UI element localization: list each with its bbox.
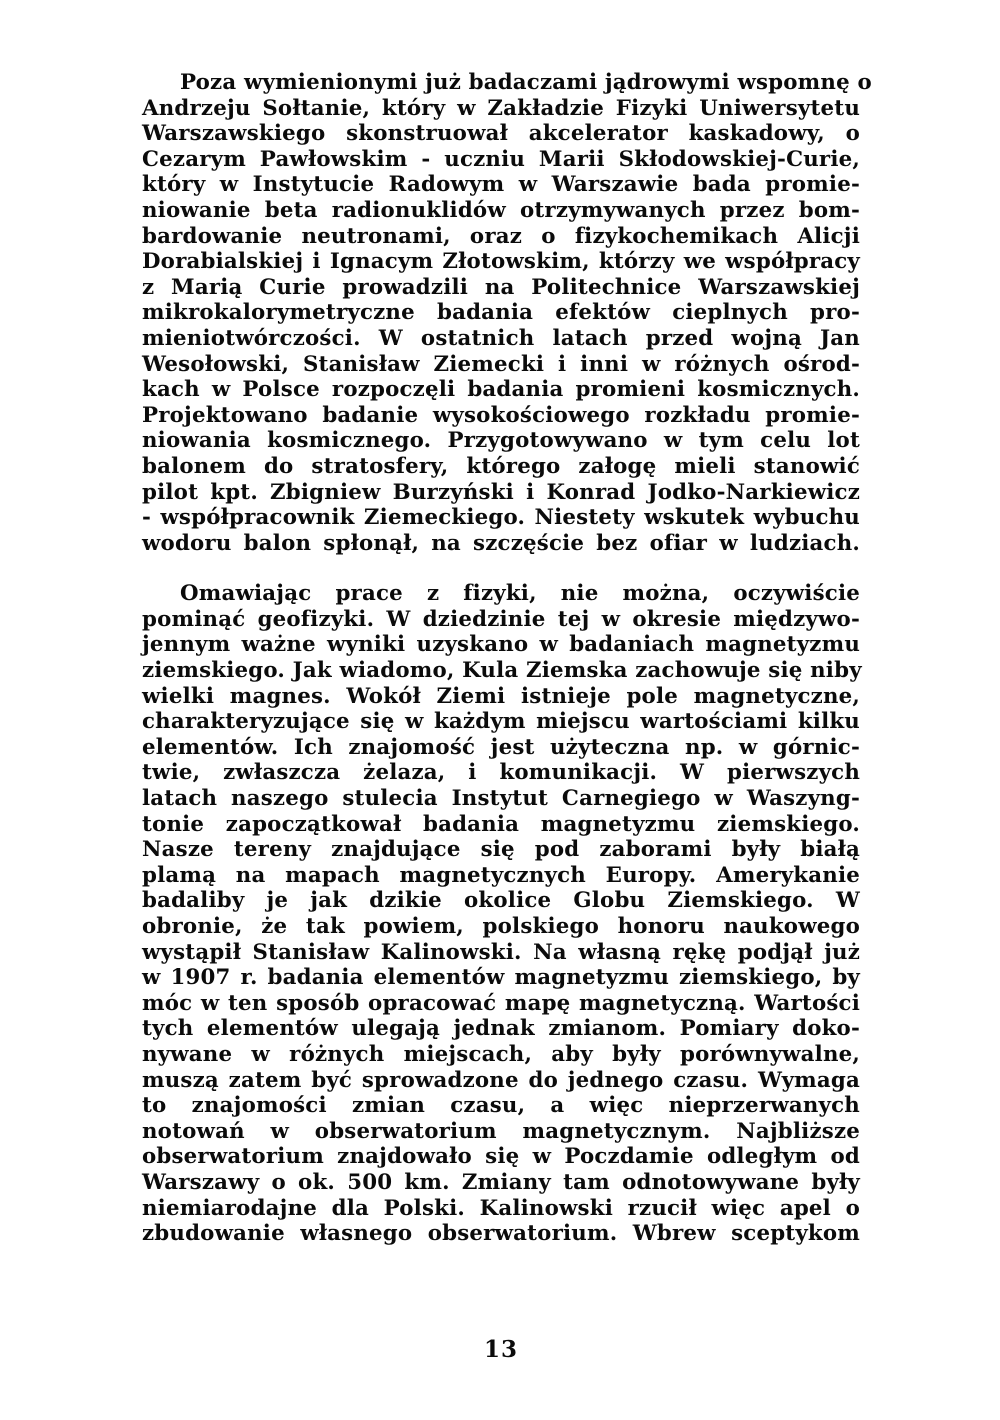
text-line: móc w ten sposób opracować mapę magnetyczną. Wartości	[142, 990, 860, 1016]
text-line: to znajomości zmian czasu, a więc nieprzerwanych	[142, 1093, 860, 1119]
text-line: niemiarodajne dla Polski. Kalinowski rzucił więc apel o	[142, 1195, 860, 1221]
text-line: Wesołowski, Stanisław Ziemecki i inni w różnych ośrod-	[142, 351, 860, 377]
text-line: kach w Polsce rozpoczęli badania promieni kosmicznych.	[142, 377, 860, 403]
text-line: Warszawy o ok. 500 km. Zmiany tam odnotowywane były	[142, 1169, 860, 1195]
text-line: elementów. Ich znajomość jest użyteczna np. w górnic-	[142, 734, 860, 760]
text-line: w 1907 r. badania elementów magnetyzmu ziemskiego, by	[142, 965, 860, 991]
text-line: jennym ważne wyniki uzyskano w badaniach magnetyzmu	[142, 632, 860, 658]
text-line: tonie zapoczątkował badania magnetyzmu ziemskiego.	[142, 811, 860, 837]
text-line: pominąć geofizyki. W dziedzinie tej w okresie międzywo-	[142, 606, 860, 632]
paragraph	[142, 581, 860, 1246]
text-line: Dorabialskiej i Ignacym Złotowskim, którzy we współpracy	[142, 249, 860, 275]
text-line: Andrzeju Sołtanie, który w Zakładzie Fizyki Uniwersytetu	[142, 95, 860, 121]
text-line: balonem do stratosfery, którego załogę mieli stanowić	[142, 453, 860, 479]
text-line: Projektowano badanie wysokościowego rozkładu promie-	[142, 402, 860, 428]
text-line: charakteryzujące się w każdym miejscu wartościami kilku	[142, 709, 860, 735]
text-line: - współpracownik Ziemeckiego. Niestety wskutek wybuchu	[142, 505, 860, 531]
text-line: badaliby je jak dzikie okolice Globu Ziemskiego. W	[142, 888, 860, 914]
text-line: niowania kosmicznego. Przygotowywano w tym celu lot	[142, 428, 860, 454]
text-line: Poza wymienionymi już badaczami jądrowymi wspomnę o	[180, 70, 872, 95]
text-line: obserwatorium znajdowało się w Poczdamie odległym od	[142, 1144, 860, 1170]
text-line: obronie, że tak powiem, polskiego honoru naukowego	[142, 914, 860, 939]
text-line: wielki magnes. Wokół Ziemi istnieje pole magnetyczne,	[142, 683, 860, 709]
text-line: ziemskiego. Jak wiadomo, Kula Ziemska zachowuje się niby	[142, 658, 862, 684]
text-line: mikrokalorymetryczne badania efektów cieplnych pro-	[142, 300, 860, 326]
text-line: wodoru balon spłonął, na szczęście bez ofiar w ludziach.	[142, 530, 860, 556]
text-line: z Marią Curie prowadzili na Politechnice Warszawskiej	[142, 274, 860, 300]
text-line: pilot kpt. Zbigniew Burzyński i Konrad Jodko-Narkiewicz	[142, 479, 860, 505]
text-line: latach naszego stulecia Instytut Carnegiego w Waszyng-	[142, 786, 860, 812]
text-line: zbudowanie własnego obserwatorium. Wbrew sceptykom	[142, 1221, 860, 1247]
text-line: nywane w różnych miejscach, aby były porównywalne,	[142, 1041, 860, 1067]
text-line: który w Instytucie Radowym w Warszawie bada promie-	[142, 172, 860, 198]
text-line: bardowanie neutronami, oraz o fizykochemikach Alicji	[142, 223, 860, 249]
text-line: Warszawskiego skonstruował akcelerator kaskadowy, o	[142, 121, 860, 147]
text-line: niowanie beta radionuklidów otrzymywanych przez bom-	[142, 197, 860, 223]
text-line: notowań w obserwatorium magnetycznym. Najbliższe	[142, 1118, 860, 1144]
paragraph	[142, 70, 872, 556]
body-text	[142, 70, 872, 1247]
text-line: muszą zatem być sprowadzone do jednego czasu. Wymaga	[142, 1067, 860, 1093]
text-line: Omawiając prace z fizyki, nie można, oczywiście	[180, 581, 860, 607]
text-line: twie, zwłaszcza żelaza, i komunikacji. W pierwszych	[142, 760, 860, 786]
text-line: Cezarym Pawłowskim - uczniu Marii Skłodowskiej-Curie,	[142, 146, 860, 172]
text-line: mieniotwórczości. W ostatnich latach przed wojną Jan	[142, 325, 860, 351]
text-line: plamą na mapach magnetycznych Europy. Amerykanie	[142, 862, 860, 888]
page-number: 13	[483, 1336, 518, 1363]
text-line: Nasze tereny znajdujące się pod zaborami były białą	[142, 837, 860, 863]
text-line: tych elementów ulegają jednak zmianom. Pomiary doko-	[142, 1016, 860, 1042]
text-line: wystąpił Stanisław Kalinowski. Na własną rękę podjął już	[142, 939, 860, 965]
